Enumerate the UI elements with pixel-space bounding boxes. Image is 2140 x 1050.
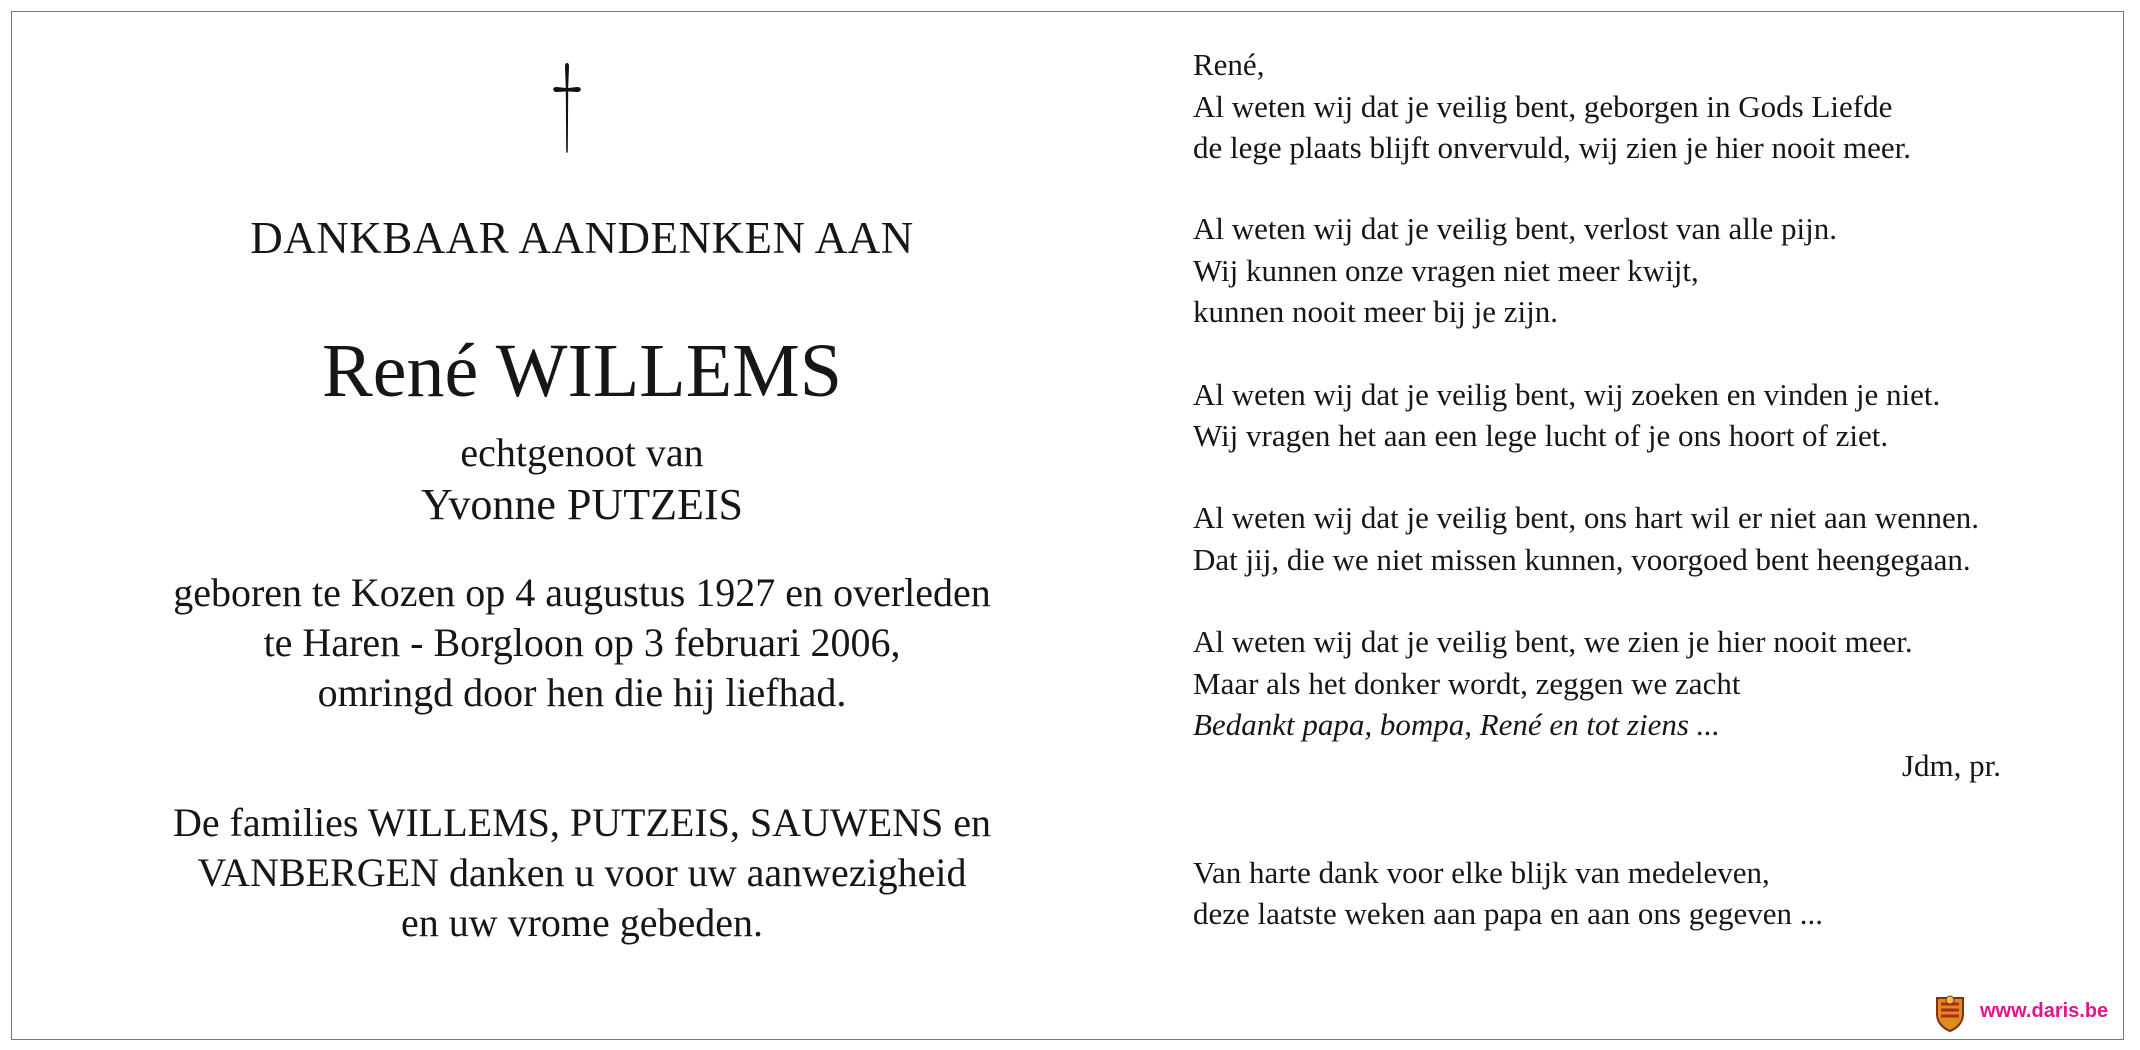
poem-line: Al weten wij dat je veilig bent, ons hart wil er niet aan wennen. [1193, 500, 1979, 535]
poem-line: Dat jij, die we niet missen kunnen, voorgoed bent heengegaan. [1193, 542, 1971, 577]
life-line: geboren te Kozen op 4 augustus 1927 en overleden [173, 570, 991, 615]
closing-line: deze laatste weken aan papa en aan ons gegeven ... [1193, 896, 1824, 931]
life-details [12, 568, 1152, 718]
deceased-name: René WILLEMS [322, 329, 842, 413]
poem-line: René, [1193, 47, 1265, 82]
daris-crest-logo [1933, 994, 1967, 1032]
life-line: omringd door hen die hij liefhad. [317, 670, 847, 715]
poem-line: Wij kunnen onze vragen niet meer kwijt, [1193, 253, 1699, 288]
poem-line: Al weten wij dat je veilig bent, wij zoeken en vinden je niet. [1193, 377, 1941, 412]
memorial-card [11, 11, 2124, 1040]
family-thanks [12, 798, 1152, 948]
dedication-heading: DANKBAAR AANDENKEN AAN [250, 213, 914, 263]
poem-line: Al weten wij dat je veilig bent, geborgen in Gods Liefde [1193, 89, 1893, 124]
cross-icon [537, 60, 597, 158]
spouse-name: Yvonne PUTZEIS [421, 480, 743, 529]
poem-line: Al weten wij dat je veilig bent, verlost van alle pijn. [1193, 211, 1837, 246]
left-panel [12, 12, 1152, 1041]
watermark [1933, 992, 2123, 1034]
poem-line: Al weten wij dat je veilig bent, we zien je hier nooit meer. [1193, 624, 1913, 659]
life-line: te Haren - Borgloon op 3 februari 2006, [263, 620, 901, 665]
watermark-text: www.daris.be [1980, 1000, 2109, 1022]
poem-line-italic: Bedankt papa, bompa, René en tot ziens ... [1193, 707, 1720, 742]
poem-line: Wij vragen het aan een lege lucht of je ons hoort of ziet. [1193, 418, 1889, 453]
poem-panel [1193, 12, 2103, 1041]
poem-line: kunnen nooit meer bij je zijn. [1193, 294, 1559, 329]
thanks-line: en uw vrome gebeden. [400, 900, 764, 945]
spouse-label: echtgenoot van [460, 430, 704, 475]
closing-line: Van harte dank voor elke blijk van medeleven, [1193, 855, 1770, 890]
poem-line: de lege plaats blijft onvervuld, wij zien je hier nooit meer. [1193, 130, 1911, 165]
thanks-line: VANBERGEN danken u voor uw aanwezigheid [197, 850, 967, 895]
signature: Jdm, pr. [1901, 748, 2001, 783]
thanks-line: De families WILLEMS, PUTZEIS, SAUWENS en [172, 800, 992, 845]
poem-line: Maar als het donker wordt, zeggen we zacht [1193, 666, 1741, 701]
